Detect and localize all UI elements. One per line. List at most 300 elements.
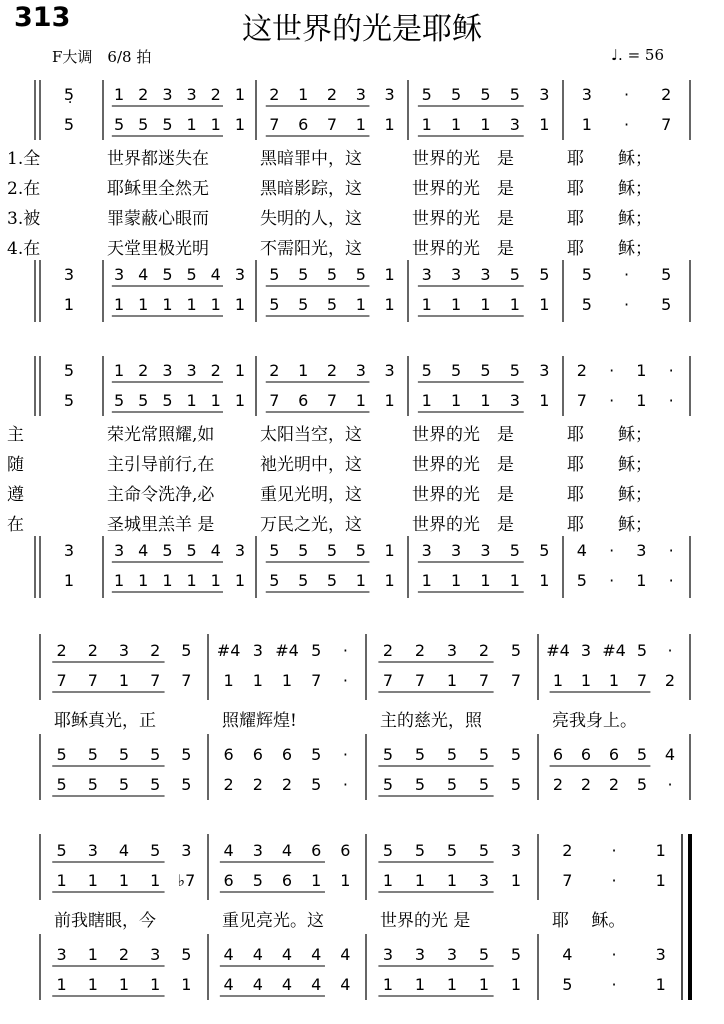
tenor-bass-row-note: 1 — [384, 571, 395, 590]
tenor-bass-row-note: 2 — [608, 775, 620, 794]
soprano-alto-row-note: 2 — [150, 641, 161, 660]
lyric-text: 照耀辉煌! — [222, 711, 297, 731]
tenor-bass-row-note: 5 — [298, 265, 309, 284]
soprano-alto-row-note: 5 — [150, 841, 161, 860]
tenor-bass-row-note: 5 — [118, 745, 130, 764]
soprano-alto-row-note: 5 — [138, 391, 149, 410]
tenor-bass-row-note: 1 — [451, 295, 462, 314]
tenor-bass-row-note: 5 — [311, 775, 322, 794]
tenor-bass-row-note: 5 — [661, 265, 672, 284]
tenor-bass-row-note: 5 — [636, 775, 648, 794]
tenor-bass-row-note: 1 — [539, 571, 550, 590]
tenor-bass-row-note: 5 — [539, 541, 550, 560]
soprano-alto-row-note: 1 — [113, 85, 125, 104]
tenor-bass-row-note: · — [623, 265, 630, 284]
soprano-alto-row-note: 5 — [480, 361, 491, 380]
soprano-alto-row-note: · — [609, 361, 615, 380]
tenor-bass-row-note: 3 — [636, 541, 647, 560]
soprano-alto-row-note: 1 — [210, 115, 221, 134]
tenor-bass-row-note: 1 — [655, 975, 666, 994]
tenor-bass-row-note: 5 — [298, 541, 309, 560]
tenor-bass-row-note: · — [609, 541, 615, 560]
soprano-alto-row-note: 3 — [581, 85, 592, 104]
lyric-text: 罪蒙蔽心眼而 — [107, 209, 209, 229]
tenor-bass-row-note: 4 — [252, 975, 263, 994]
soprano-alto-row-note: 3 — [478, 871, 490, 890]
tenor-bass-row-note: 6 — [252, 745, 263, 764]
tenor-bass-row-note: 1 — [636, 571, 647, 590]
soprano-alto-row-note: #4 — [216, 641, 241, 660]
tenor-bass-row-note: 5 — [162, 541, 173, 560]
tenor-bass-row-note: 1 — [509, 295, 520, 314]
soprano-alto-row-note: 3 — [252, 841, 263, 860]
tenor-bass-row-note: 3 — [234, 265, 246, 284]
lyric-text: 耶 稣； — [567, 179, 652, 199]
tenor-bass-row-note: 3 — [63, 541, 75, 560]
tenor-bass-row-note: 5 — [478, 945, 490, 964]
tenor-bass-row-note: 5 — [382, 745, 394, 764]
soprano-alto-row-note: 5 — [181, 641, 192, 660]
soprano-alto-row-note: 1 — [655, 871, 666, 890]
tenor-bass-row-note: 5 — [539, 265, 550, 284]
soprano-alto-row-note: 6 — [311, 841, 322, 860]
soprano-alto-row-note: 1 — [414, 871, 426, 890]
soprano-alto-row-note: 3 — [509, 115, 520, 134]
tenor-bass-row-note: 6 — [281, 745, 293, 764]
lyric-text: 遵 — [7, 485, 24, 505]
soprano-alto-row-note: 7 — [414, 671, 426, 690]
soprano-alto-row-note: 5 — [63, 361, 75, 380]
tenor-bass-row-note: 5 — [355, 541, 366, 560]
soprano-alto-row-note: 7 — [56, 671, 67, 690]
soprano-alto-row-note: #4 — [546, 641, 570, 660]
tenor-bass-row-note: · — [611, 975, 617, 994]
tenor-bass-row-note: 1 — [384, 265, 395, 284]
lyric-text: 世界的光 是 — [412, 455, 514, 475]
soprano-alto-row-note: 1 — [234, 361, 246, 380]
tenor-bass-row-note: 5 — [509, 265, 520, 284]
soprano-alto-row-note: 3 — [87, 841, 98, 860]
soprano-alto-row-note: 1 — [539, 391, 550, 410]
lyric-text: 世界的光 是 — [412, 425, 514, 445]
lyric-text: 太阳当空，这 — [260, 425, 362, 445]
tenor-bass-row-note: 5 — [186, 265, 197, 284]
tempo-marking: ♩. = 56 — [610, 46, 664, 64]
soprano-alto-row-note: 3 — [539, 361, 550, 380]
soprano-alto-row-note: 7 — [87, 671, 98, 690]
tenor-bass-row-note: 1 — [384, 541, 395, 560]
tenor-bass-row-note: 1 — [355, 295, 366, 314]
soprano-alto-row-note: 1 — [480, 115, 491, 134]
lyric-text: 3.被 — [7, 209, 41, 229]
soprano-alto-row-note: 1 — [421, 115, 432, 134]
tenor-bass-row-note: 5 — [382, 775, 394, 794]
tenor-bass-row-note: 5 — [181, 745, 192, 764]
tenor-bass-row-note: 3 — [150, 945, 161, 964]
soprano-alto-row-note: 7 — [181, 671, 192, 690]
soprano-alto-row-note: 1 — [223, 671, 234, 690]
tenor-bass-row-note: 5 — [118, 775, 130, 794]
tenor-bass-row-note: 4 — [281, 975, 293, 994]
tenor-bass-row-note: 3 — [655, 945, 666, 964]
tenor-bass-row-note: 1 — [87, 945, 98, 964]
lyric-text: 耶 稣； — [567, 485, 652, 505]
tenor-bass-row-note: 1 — [118, 975, 130, 994]
lyric-text: 耶 稣； — [567, 425, 652, 445]
tenor-bass-row-note: 3 — [113, 541, 125, 560]
soprano-alto-row-note: 2 — [210, 361, 221, 380]
lyric-text: 祂光明中，这 — [260, 455, 362, 475]
lyric-text: 耶稣里全然无 — [107, 179, 209, 199]
tenor-bass-row-note: 1 — [234, 295, 246, 314]
soprano-alto-row-note: 7 — [562, 871, 573, 890]
tenor-bass-row-note: 5 — [269, 541, 280, 560]
soprano-alto-row-note: 6 — [340, 841, 351, 860]
tenor-bass-row-note: 4 — [576, 541, 587, 560]
tenor-bass-row-note: 3 — [414, 945, 426, 964]
tenor-bass-row-note: 2 — [580, 775, 592, 794]
soprano-alto-row-note: 7 — [576, 391, 587, 410]
soprano-alto-row-note: 6 — [298, 391, 309, 410]
tenor-bass-row-note: 3 — [446, 945, 458, 964]
hymn-number: 313 — [14, 2, 71, 33]
tenor-bass-row-note: 4 — [311, 945, 322, 964]
soprano-alto-row-note: #4 — [602, 641, 626, 660]
soprano-alto-row-note: · — [623, 85, 630, 104]
tenor-bass-row-note: 3 — [421, 265, 432, 284]
tenor-bass-row-note: 1 — [181, 975, 192, 994]
soprano-alto-row-note: 1 — [446, 871, 458, 890]
soprano-alto-row-note: 1 — [451, 115, 462, 134]
soprano-alto-row-note: 1 — [539, 115, 550, 134]
soprano-alto-row-note: 1 — [234, 115, 246, 134]
tenor-bass-row-note: 1 — [63, 571, 75, 590]
soprano-alto-row-note: 1 — [56, 871, 67, 890]
tenor-bass-row-note: 5 — [269, 571, 280, 590]
tenor-bass-row-note: 5 — [581, 295, 592, 314]
tenor-bass-row-note: · — [342, 745, 348, 764]
tenor-bass-row-note: 3 — [63, 265, 75, 284]
tenor-bass-row-note: 5 — [298, 571, 309, 590]
tenor-bass-row-note: · — [611, 945, 617, 964]
tenor-bass-row-note: 1 — [186, 571, 197, 590]
lyric-text: 耶 稣； — [567, 149, 652, 169]
soprano-alto-row-note: 5 — [480, 85, 491, 104]
tenor-bass-row-note: 1 — [382, 975, 394, 994]
soprano-alto-row-note: 2 — [87, 641, 98, 660]
soprano-alto-row-note: 1 — [384, 115, 395, 134]
soprano-alto-row-note: 1 — [186, 115, 197, 134]
tenor-bass-row-note: 1 — [162, 295, 173, 314]
tenor-bass-row-note: 4 — [138, 541, 149, 560]
tenor-bass-row-note: 5 — [269, 265, 280, 284]
soprano-alto-row-note: · — [611, 871, 617, 890]
tenor-bass-row-note: 1 — [210, 295, 221, 314]
tenor-bass-row-note: 2 — [281, 775, 293, 794]
soprano-alto-row-note: 7 — [510, 671, 522, 690]
tenor-bass-row-note: 5 — [162, 265, 173, 284]
tenor-bass-row-note: 6 — [223, 745, 234, 764]
lyric-text: 世界的光 是 — [412, 179, 514, 199]
tenor-bass-row-note: 3 — [113, 265, 125, 284]
soprano-alto-row-note: 1 — [118, 671, 130, 690]
soprano-alto-row-note: · — [609, 391, 615, 410]
soprano-alto-row-note: 1 — [340, 871, 351, 890]
soprano-alto-row-note: 2 — [56, 641, 67, 660]
soprano-alto-row-note: 1 — [113, 361, 125, 380]
tenor-bass-row-note: 5 — [87, 745, 98, 764]
tenor-bass-row-note: 5 — [150, 775, 161, 794]
page-title: 这世界的光是耶稣 — [242, 12, 482, 47]
tenor-bass-row-note: 5 — [446, 775, 458, 794]
tenor-bass-row-note: 3 — [480, 541, 491, 560]
tenor-bass-row-note: 1 — [162, 571, 173, 590]
lyric-text: 世界的光 是 — [412, 149, 514, 169]
soprano-alto-row-note: 2 — [269, 361, 280, 380]
soprano-alto-row-note: 1 — [186, 391, 197, 410]
tenor-bass-row-note: 1 — [234, 571, 246, 590]
soprano-alto-row-note: · — [342, 641, 348, 660]
lyric-text: 不需阳光，这 — [260, 239, 362, 259]
soprano-alto-row-note: 7 — [311, 671, 322, 690]
tenor-bass-row-note: 4 — [281, 945, 293, 964]
tenor-bass-row-note: 1 — [186, 295, 197, 314]
soprano-alto-row-note: 7 — [150, 671, 161, 690]
tenor-bass-row-note: 4 — [223, 975, 234, 994]
soprano-alto-row-note: 2 — [326, 85, 338, 104]
soprano-alto-row-note: · — [668, 391, 674, 410]
tenor-bass-row-note: 1 — [510, 975, 522, 994]
lyric-text: 重见亮光。这 — [222, 911, 324, 931]
soprano-alto-row-note: 2 — [326, 361, 338, 380]
tenor-bass-row-note: 5 — [478, 775, 490, 794]
lyric-text: 荣光常照耀,如 — [107, 425, 215, 445]
tenor-bass-row-note: 1 — [56, 975, 67, 994]
soprano-alto-row-note: 4 — [118, 841, 130, 860]
soprano-alto-row-note: 5 — [63, 391, 75, 410]
tenor-bass-row-note: · — [667, 775, 673, 794]
soprano-alto-row-note: 3 — [580, 641, 592, 660]
lyric-text: 耶 稣。 — [552, 911, 626, 931]
soprano-alto-row-note: · — [667, 641, 673, 660]
soprano-alto-row-note: 1 — [636, 391, 647, 410]
soprano-alto-row-note: 3 — [539, 85, 550, 104]
tenor-bass-row-note: 1 — [509, 571, 520, 590]
soprano-alto-row-note: 7 — [326, 115, 338, 134]
tenor-bass-row-note: · — [668, 571, 674, 590]
lyric-text: 主 — [7, 425, 24, 445]
soprano-alto-row-note: 2 — [210, 85, 221, 104]
soprano-alto-row-note: 5 — [636, 641, 648, 660]
tenor-bass-row-note: 1 — [480, 571, 491, 590]
soprano-alto-row-note: 7 — [478, 671, 490, 690]
soprano-alto-row-note: 5̣ — [63, 85, 75, 104]
soprano-alto-row-note: 6 — [298, 115, 309, 134]
tenor-bass-row-note: 5 — [181, 945, 192, 964]
tenor-bass-row-note: 5 — [446, 745, 458, 764]
soprano-alto-row-note: 1 — [655, 841, 666, 860]
tenor-bass-row-note: 4 — [311, 975, 322, 994]
tenor-bass-row-note: 5 — [326, 265, 338, 284]
soprano-alto-row-note: 1 — [384, 391, 395, 410]
soprano-alto-row-note: 7 — [326, 391, 338, 410]
tenor-bass-row-note: 3 — [382, 945, 394, 964]
tenor-bass-row-note: 4 — [340, 945, 351, 964]
soprano-alto-row-note: · — [611, 841, 617, 860]
soprano-alto-row-note: 1 — [355, 115, 366, 134]
soprano-alto-row-note: 3 — [162, 361, 173, 380]
soprano-alto-row-note: 5 — [510, 641, 522, 660]
soprano-alto-row-note: 2 — [562, 841, 573, 860]
tenor-bass-row-note: 3 — [421, 541, 432, 560]
soprano-alto-row-note: · — [668, 361, 674, 380]
soprano-alto-row-note: 4 — [281, 841, 293, 860]
soprano-alto-row-note: 3 — [384, 361, 395, 380]
key-signature: F大调 6/8 拍 — [52, 48, 152, 66]
soprano-alto-row-note: 2 — [664, 671, 676, 690]
tenor-bass-row-note: 5 — [510, 745, 522, 764]
soprano-alto-row-note: 3 — [118, 641, 130, 660]
tenor-bass-row-note: 5 — [576, 571, 587, 590]
soprano-alto-row-note: 7 — [382, 671, 394, 690]
soprano-alto-row-note: 3 — [181, 841, 192, 860]
lyric-text: 主的慈光，照 — [380, 711, 482, 731]
tenor-bass-row-note: 5 — [150, 745, 161, 764]
soprano-alto-row-note: 2 — [414, 641, 426, 660]
soprano-alto-row-note: 1 — [382, 871, 394, 890]
lyric-text: 世界都迷失在 — [107, 149, 209, 169]
tenor-bass-row-note: 1 — [539, 295, 550, 314]
soprano-alto-row-note: 1 — [552, 671, 564, 690]
lyric-text: 亮我身上。 — [552, 711, 637, 731]
soprano-alto-row-note: 1 — [480, 391, 491, 410]
soprano-alto-row-note: 5 — [113, 391, 125, 410]
tenor-bass-row-note: 1 — [480, 295, 491, 314]
tenor-bass-row-note: 6 — [552, 745, 564, 764]
soprano-alto-row-note: 2 — [478, 641, 490, 660]
soprano-alto-row-note: 1 — [281, 671, 293, 690]
lyric-text: 圣城里羔羊 是 — [107, 515, 215, 535]
tenor-bass-row-note: 5 — [636, 745, 648, 764]
lyric-text: 黑暗罪中，这 — [260, 149, 362, 169]
tenor-bass-row-note: 5 — [186, 541, 197, 560]
tenor-bass-row-note: · — [342, 775, 348, 794]
soprano-alto-row-note: 6 — [223, 871, 234, 890]
soprano-alto-row-note: 1 — [118, 871, 130, 890]
tenor-bass-row-note: 4 — [223, 945, 234, 964]
tenor-bass-row-note: 1 — [446, 975, 458, 994]
tenor-bass-row-note: 2 — [223, 775, 234, 794]
tenor-bass-row-note: 1 — [138, 571, 149, 590]
tenor-bass-row-note: 5 — [326, 541, 338, 560]
tenor-bass-row-note: 5 — [510, 945, 522, 964]
tenor-bass-row-note: · — [668, 541, 674, 560]
soprano-alto-row-note: 3 — [162, 85, 173, 104]
tenor-bass-row-note: 5 — [661, 295, 672, 314]
lyric-text: 2.在 — [7, 179, 41, 199]
tenor-bass-row-note: 5 — [56, 775, 67, 794]
soprano-alto-row-note: 1 — [298, 85, 309, 104]
soprano-alto-row-note: 5 — [252, 871, 263, 890]
soprano-alto-row-note: 5 — [162, 115, 173, 134]
lyric-text: 耶稣真光，正 — [54, 711, 156, 731]
soprano-alto-row-note: 1 — [608, 671, 620, 690]
tenor-bass-row-note: 5 — [414, 775, 426, 794]
lyric-text: 世界的光 是 — [412, 485, 514, 505]
soprano-alto-row-note: 3 — [509, 391, 520, 410]
soprano-alto-row-note: 7 — [636, 671, 648, 690]
lyric-text: 在 — [7, 515, 24, 535]
soprano-alto-row-note: 3 — [446, 641, 458, 660]
soprano-alto-row-note: 1 — [252, 671, 263, 690]
lyric-text: 万民之光，这 — [260, 515, 362, 535]
soprano-alto-row-note: 1 — [355, 391, 366, 410]
lyric-text: 耶 稣； — [567, 209, 652, 229]
lyric-text: 世界的光 是 — [412, 239, 514, 259]
tenor-bass-row-note: 5 — [87, 775, 98, 794]
tenor-bass-row-note: 1 — [414, 975, 426, 994]
soprano-alto-row-note: 3 — [186, 361, 197, 380]
soprano-alto-row-note: 2 — [576, 361, 587, 380]
soprano-alto-row-note: 3 — [510, 841, 522, 860]
tenor-bass-row-note: 1 — [138, 295, 149, 314]
soprano-alto-row-note: · — [342, 671, 348, 690]
soprano-alto-row-note: 1 — [298, 361, 309, 380]
tenor-bass-row-note: 5 — [181, 775, 192, 794]
soprano-alto-row-note: 7 — [269, 115, 280, 134]
tenor-bass-row-note: 1 — [113, 295, 125, 314]
soprano-alto-row-note: 5 — [138, 115, 149, 134]
soprano-alto-row-note: 2 — [138, 361, 149, 380]
soprano-alto-row-note: 5 — [509, 85, 520, 104]
tenor-bass-row-note: 5 — [509, 541, 520, 560]
soprano-alto-row-note: 5 — [451, 361, 462, 380]
soprano-alto-row-note: 5 — [478, 841, 490, 860]
soprano-alto-row-note: 7 — [661, 115, 672, 134]
soprano-alto-row-note: 5 — [311, 641, 322, 660]
soprano-alto-row-note: 4 — [223, 841, 234, 860]
soprano-alto-row-note: 1 — [150, 871, 161, 890]
soprano-alto-row-note: · — [623, 115, 630, 134]
tenor-bass-row-note: 5 — [510, 775, 522, 794]
tenor-bass-row-note: · — [609, 571, 615, 590]
tenor-bass-row-note: 5 — [269, 295, 280, 314]
tenor-bass-row-note: 2 — [552, 775, 564, 794]
soprano-alto-row-note: 1 — [636, 361, 647, 380]
tenor-bass-row-note: 3 — [451, 265, 462, 284]
tenor-bass-row-note: 1 — [421, 295, 432, 314]
tenor-bass-row-note: 4 — [664, 745, 676, 764]
tenor-bass-row-note: · — [623, 295, 630, 314]
tenor-bass-row-note: 5 — [298, 295, 309, 314]
tenor-bass-row-note: 4 — [210, 541, 221, 560]
tenor-bass-row-note: 5 — [355, 265, 366, 284]
lyric-text: 4.在 — [7, 239, 41, 259]
soprano-alto-row-note: 5 — [63, 115, 75, 134]
soprano-alto-row-note: 5 — [421, 85, 432, 104]
soprano-alto-row-note: 1 — [421, 391, 432, 410]
lyric-text: 天堂里极光明 — [107, 239, 209, 259]
tenor-bass-row-note: 1 — [210, 571, 221, 590]
tenor-bass-row-note: 1 — [63, 295, 75, 314]
soprano-alto-row-note: 1 — [210, 391, 221, 410]
tenor-bass-row-note: 3 — [234, 541, 246, 560]
tenor-bass-row-note: 4 — [138, 265, 149, 284]
lyric-text: 重见光明，这 — [260, 485, 362, 505]
soprano-alto-row-note: 1 — [234, 391, 246, 410]
tenor-bass-row-note: 1 — [113, 571, 125, 590]
tenor-bass-row-note: 5 — [562, 975, 573, 994]
